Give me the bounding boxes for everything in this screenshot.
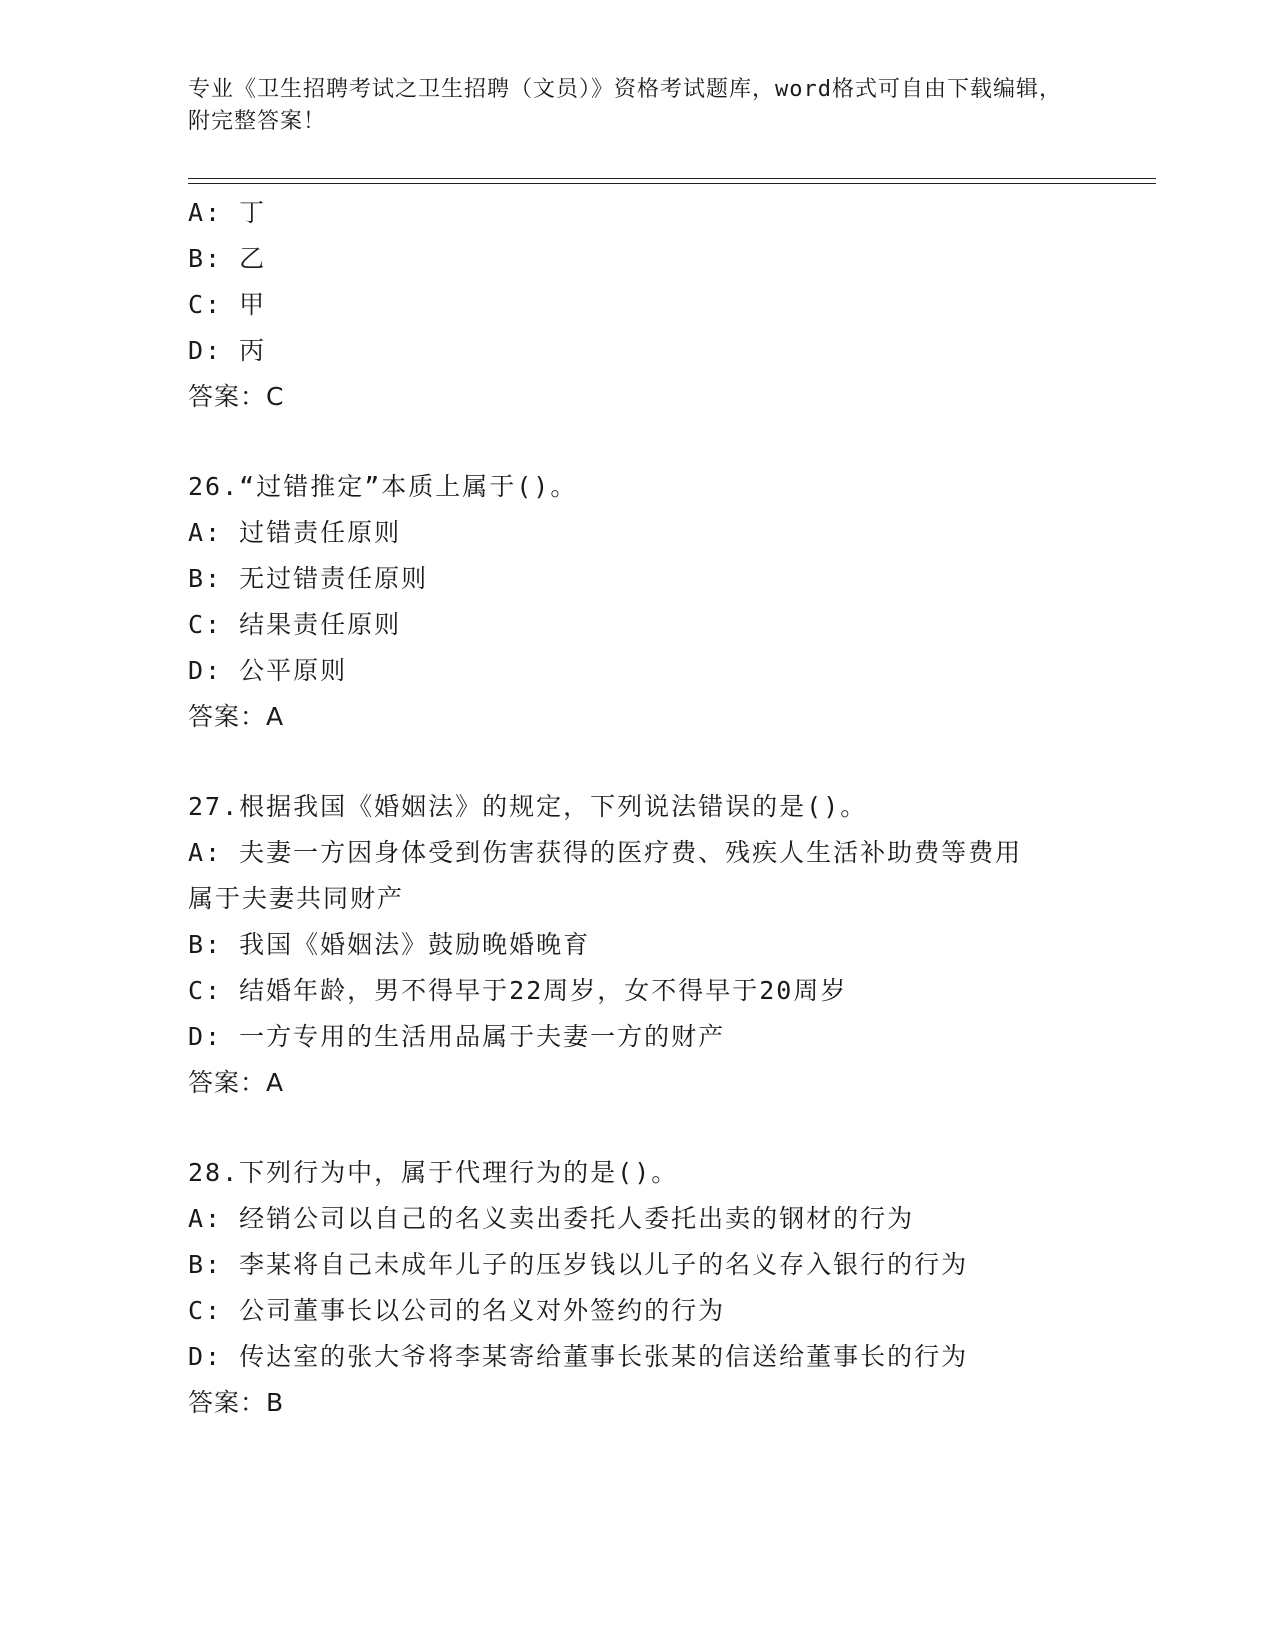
header-divider-top — [188, 178, 1156, 179]
question-stem: 26.“过错推定”本质上属于()。 — [188, 472, 578, 501]
question-stem: 27.根据我国《婚姻法》的规定，下列说法错误的是()。 — [188, 792, 868, 821]
question-block-27 — [188, 784, 1088, 1106]
option-d: D: 一方专用的生活用品属于夫妻一方的财产 — [188, 1022, 726, 1051]
question-list — [188, 190, 1088, 1426]
spacer — [188, 420, 1088, 464]
spacer — [188, 1106, 1088, 1150]
question-stem: 28.下列行为中，属于代理行为的是()。 — [188, 1158, 679, 1187]
option-a: A: 过错责任原则 — [188, 518, 402, 547]
option-a: A: 夫妻一方因身体受到伤害获得的医疗费、残疾人生活补助费等费用属于夫妻共同财产 — [188, 838, 1023, 913]
option-c: C: 公司董事长以公司的名义对外签约的行为 — [188, 1296, 726, 1325]
option-a: A: 经销公司以自己的名义卖出委托人委托出卖的钢材的行为 — [188, 1204, 915, 1233]
option-d: D: 传达室的张大爷将李某寄给董事长张某的信送给董事长的行为 — [188, 1342, 969, 1371]
question-block-26 — [188, 464, 1088, 740]
answer-line: 答案：C — [188, 382, 285, 411]
option-a: A: 丁 — [188, 198, 267, 227]
option-d: D: 丙 — [188, 336, 267, 365]
option-b: B: 乙 — [188, 244, 267, 273]
option-b: B: 李某将自己未成年儿子的压岁钱以儿子的名义存入银行的行为 — [188, 1250, 969, 1279]
spacer — [188, 740, 1088, 784]
option-c: C: 结婚年龄，男不得早于22周岁，女不得早于20周岁 — [188, 976, 848, 1005]
option-b: B: 无过错责任原则 — [188, 564, 429, 593]
option-b: B: 我国《婚姻法》鼓励晚婚晚育 — [188, 930, 591, 959]
answer-line: 答案：B — [188, 1388, 285, 1417]
answer-line: 答案：A — [188, 702, 285, 731]
option-d: D: 公平原则 — [188, 656, 348, 685]
option-c: C: 结果责任原则 — [188, 610, 402, 639]
header-divider-bottom — [188, 183, 1156, 184]
page-header: 专业《卫生招聘考试之卫生招聘（文员）》资格考试题库，word格式可自由下载编辑，附完整答案！ — [188, 77, 1062, 134]
answer-line: 答案：A — [188, 1068, 285, 1097]
question-block-prev — [188, 190, 1088, 420]
option-c: C: 甲 — [188, 290, 267, 319]
question-block-28 — [188, 1150, 1088, 1426]
